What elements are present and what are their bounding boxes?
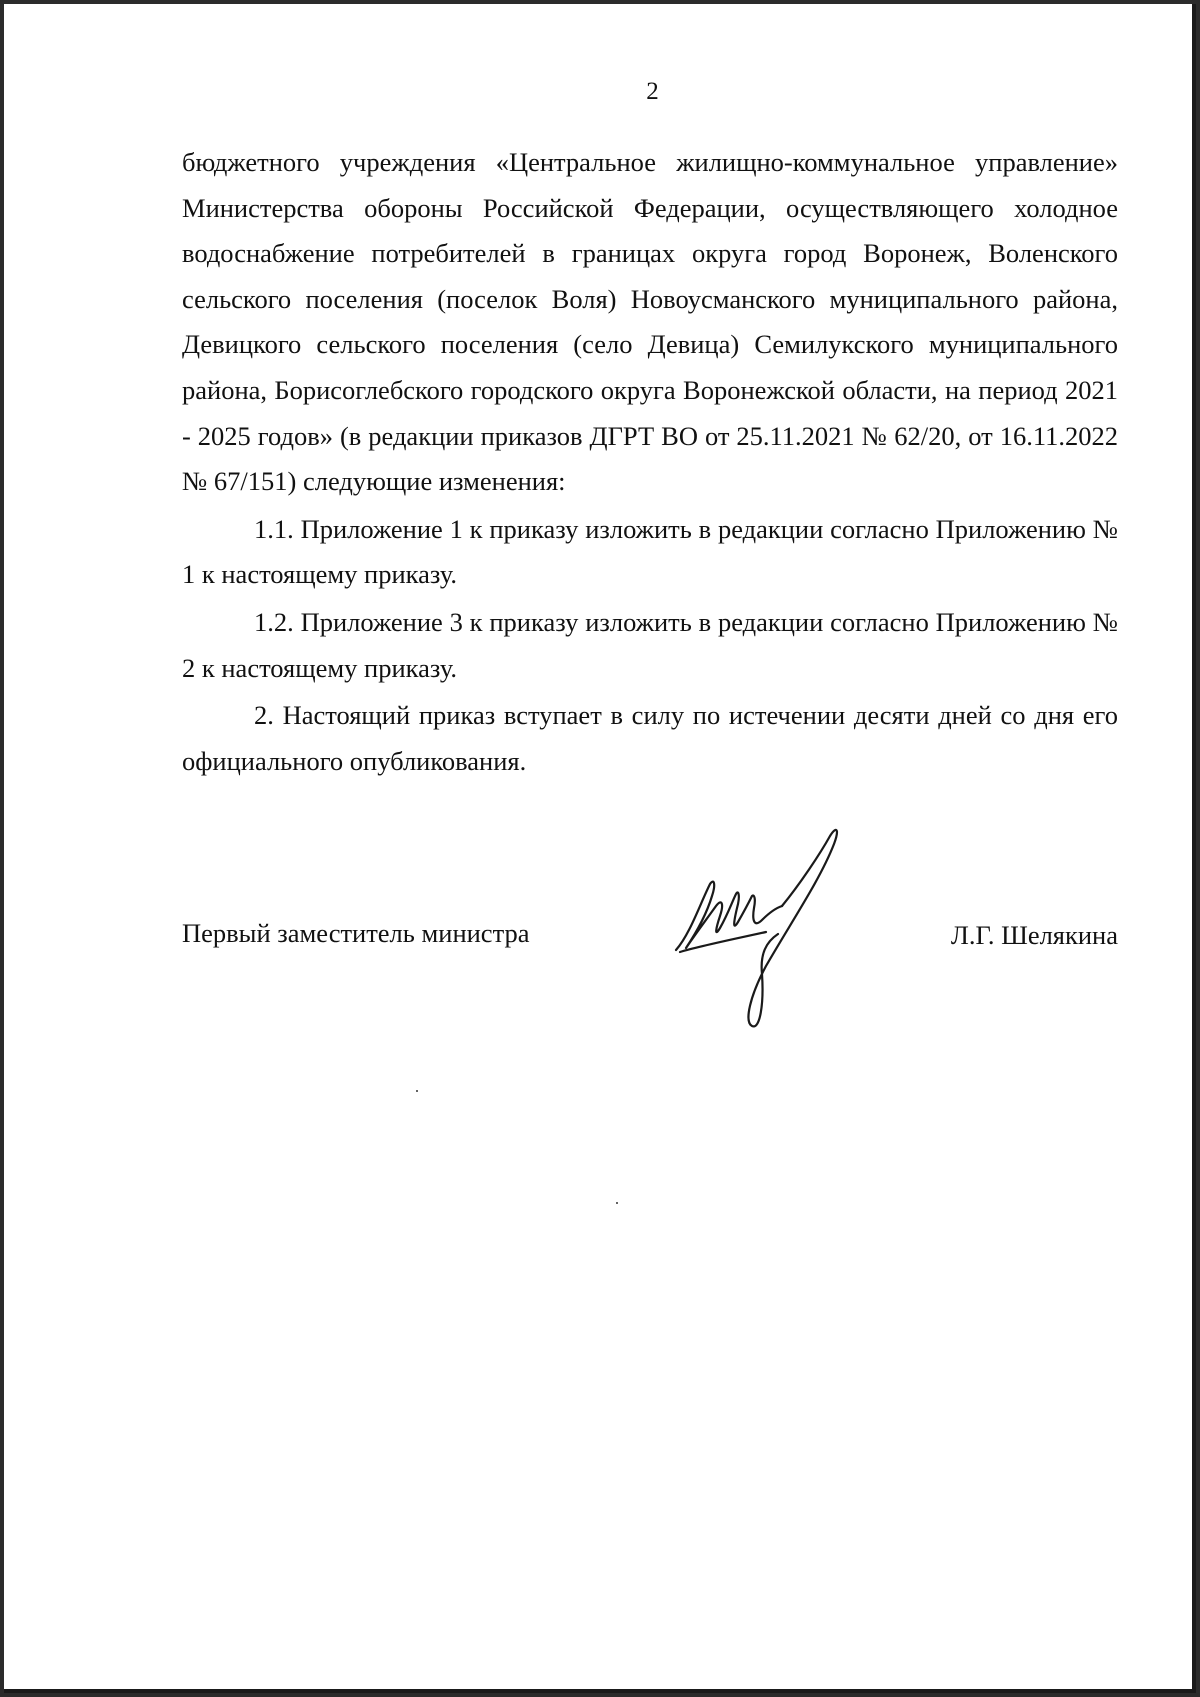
signer-title: Первый заместитель министра	[182, 918, 530, 948]
document-page	[4, 4, 1196, 1693]
page-number: 2	[646, 78, 659, 105]
signer-name: Л.Г. Шелякина	[950, 920, 1118, 950]
paragraph-item-2: 2. Настоящий приказ вступает в силу по истечении десяти дней со дня его официального опубликования.	[182, 700, 1118, 776]
scan-speck	[616, 1202, 618, 1204]
paragraph-item-1-2: 1.2. Приложение 3 к приказу изложить в редакции согласно Приложению № 2 к настоящему приказу.	[182, 606, 1118, 683]
document-body	[182, 140, 1118, 784]
paragraph-item-1-1: 1.1. Приложение 1 к приказу изложить в редакции согласно Приложению № 1 к настоящему приказу.	[182, 513, 1118, 590]
scan-speck	[416, 1090, 418, 1092]
signature-block	[182, 824, 1118, 1044]
handwritten-signature	[670, 824, 860, 1034]
paragraph-continuation: бюджетного учреждения «Центральное жилищно-коммунальное управление» Министерства обороны Российской Федерации, осуществляющего холодное водоснабжение потребителей в границах округа город Воронеж, Воленского сельского поселения (поселок Воля) Новоусманского муниципального района, Девицкого сельского поселения (село Девица) Семилукского муниципального района, Борисоглебского городского округа Воронежской области, на период 2021 - 2025 годов» (в редакции приказов ДГРТ ВО от 25.11.2021 № 62/20, от 16.11.2022 № 67/151) следующие изменения:	[182, 147, 1118, 497]
